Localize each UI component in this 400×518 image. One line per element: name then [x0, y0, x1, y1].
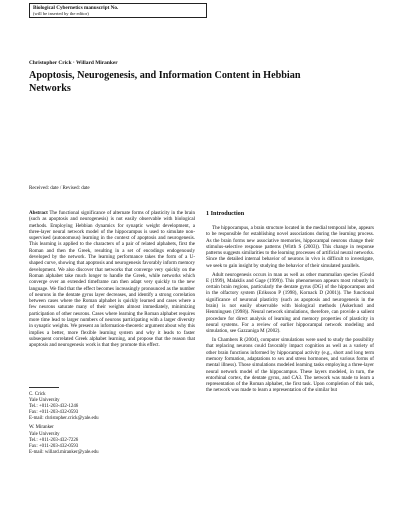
author-addresses	[29, 392, 195, 459]
address-affiliation: Yale University	[29, 431, 60, 437]
abstract-column	[29, 210, 195, 351]
abstract-label: Abstract	[29, 210, 48, 216]
introduction-column	[206, 210, 374, 396]
section-heading: 1 Introduction	[206, 210, 245, 217]
manuscript-header-box	[29, 3, 207, 18]
address-name: C. Crick	[29, 392, 46, 397]
paper-title: Apoptosis, Neurogenesis, and Information Content in Hebbian Networks	[29, 70, 301, 94]
address-tel: Tel.: +011-203-432-1246	[29, 404, 79, 410]
intro-paragraph: Adult neurogenesis occurs in man as well as other mammalian species (Gould E (1999), Malaklis and Gage (1999)). This phenomenon appears most robustly in certain brain regions, particularly the dentate gyrus (DG) of the hippocampus and in the olfactory system (Eriksson P (1998), Kornack D (2001)). The functional significance of neuronal plasticity (such as apoptosis and neurogenesis in the brain) is not easily observable with biological methods (Askerlund and Henmingsen (1998)). Neural network simulations, therefore, can provide a salient procedure for direct analysis of learning and memory properties of plasticity in neural systems. For a review of earlier hippocampal network modeling and simulation, see Gazzaniga M (2002).	[206, 271, 374, 335]
address-tel: Tel.: +011-203-432-7226	[29, 437, 79, 443]
address-email: E-mail: willard.miranker@yale.edu	[29, 449, 99, 455]
received-line: Received: date / Revised: date	[29, 186, 90, 191]
manuscript-note: (will be inserted by the editor)	[33, 11, 89, 16]
address-affiliation: Yale University	[29, 398, 60, 404]
address-fax: Fax: +011-203-432-0593	[29, 443, 79, 449]
intro-paragraph: In Chambers R (2004), computer simulations were used to study the possibility that replacing neurons could favorably impact cognition as well as a variety of other brain functions informed by hippocampal activity (e.g., short and long term memory formation, adaptations to sex and stress hormones, and various forms of mental illness). Those simulations modeled learning tasks employing a three-layer neural network model of the hippocampus. These layers modeled, in turn, the entorhinal cortex, the dentate gyrus, and CA3. The network was made to learn a representation of the Roman alphabet, the first task. Upon completion of this task, the network was made to learn a representation of the similar but	[206, 337, 374, 394]
address-block-crick	[29, 392, 195, 422]
author-line: Christopher Crick · Willard Miranker	[29, 60, 118, 66]
abstract-paragraph	[29, 210, 195, 349]
address-block-miranker	[29, 425, 195, 455]
abstract-text: The functional significance of alternate forms of plasticity in the brain (such as apoptosis and neurogenesis) is not easily observable with biological methods. Employing Hebbian dynamics for synaptic weight development, a three-layer neural network model of the hippocampus is used to simulate non-supervised (autonomous) learning in the context of apoptosis and neurogenesis. This learning is applied to the characters of a pair of related alphabets, first the Roman and then the Greek, resulting in a set of encodings endogenously developed by the network. The learning performance takes the form of a U-shaped curve, showing that apoptosis and neurogenesis favorably inform memory development. We also discover that networks that converge very quickly on the Roman alphabet take much longer to handle the Greek, while networks which converge over an extended timeframe can then adapt very quickly to the new language. We find that the effect becomes increasingly pronounced as the number of neurons in the dentate gyrus layer decreases, and identify a strong correlation between cases where the Roman alphabet is quickly learned and cases where a few neurons saturate many of their weights almost immediately, minimizing participation of other neurons. Cases where learning the Roman alphabet requires more time lead to larger numbers of neurons participating with a larger diversity in synaptic weights. We present an information-theoretic argument about why this implies a better, more flexible learning system and why it leads to faster subsequent correlated Greek alphabet learning, and propose that the reason that apoptosis and neurogenesis work is that they promote this effect.	[29, 210, 196, 349]
address-name: W. Miranker	[29, 425, 54, 431]
manuscript-title: Biological Cybernetics manuscript No.	[33, 5, 119, 11]
address-fax: Fax: +011-203-432-0593	[29, 410, 79, 416]
intro-paragraph: The hippocampus, a brain structure located in the medial temporal lobe, appears to be responsible for establishing novel associations during the learning process. As the brain forms new associative memories, hippocampal neurons change their stimulus-selective response patterns (Wirth S (2003)). This change in response patterns suggests similarities to the learning processes of artificial neural networks. Since the detailed internal behavior of neurons in vivo is difficult to investigate, we seek to gain insight by studying the behavior of their simulated parallels.	[206, 225, 374, 269]
address-email: E-mail: christopher.crick@yale.edu	[29, 416, 99, 422]
footnote-rule	[29, 387, 59, 388]
